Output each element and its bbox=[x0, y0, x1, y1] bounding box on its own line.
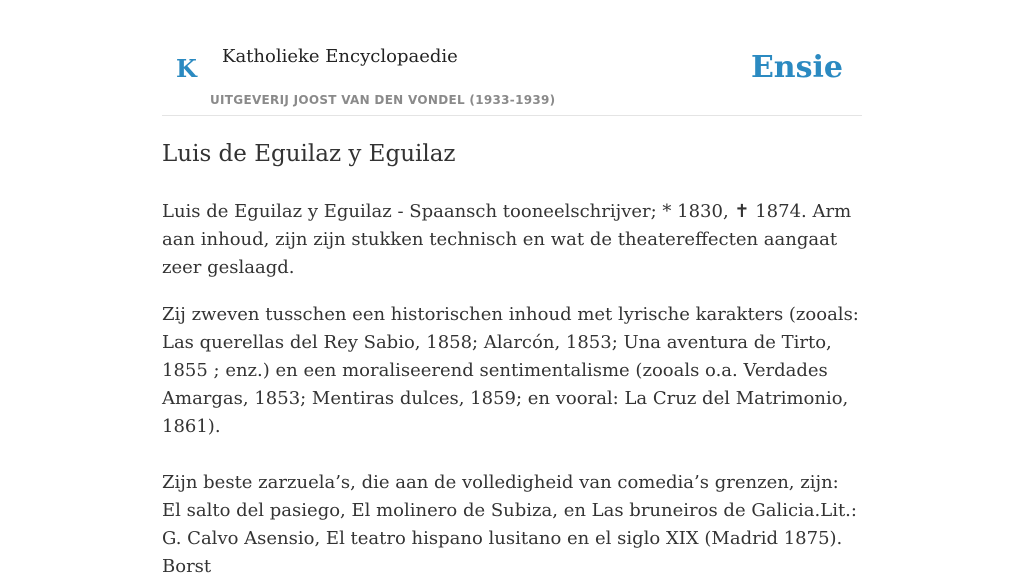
article-paragraph-2: Zij zweven tusschen een historischen inhoud met lyrische karakters (zooals: Las querellas del Rey Sabio, 1858; Alarcón, 1853; Una aventura de Tirto, 1855 ; enz.) en een moraliseerend sentimentalisme (zooals o.a. Verdades Amargas, 1853; Mentiras dulces, 1859; en vooral: La Cruz del Matrimonio, 1861). bbox=[162, 304, 859, 437]
encyclopedia-logo[interactable]: K bbox=[176, 54, 197, 83]
ensie-logo-link[interactable]: Ensie bbox=[750, 50, 843, 85]
publisher-label: UITGEVERIJ JOOST VAN DEN VONDEL (1933-1939) bbox=[210, 93, 556, 107]
site-header bbox=[162, 0, 862, 116]
article-paragraph-1: Luis de Eguilaz y Eguilaz - Spaansch tooneelschrijver; * 1830, ✝ 1874. Arm aan inhoud, zijn zijn stukken technisch en wat de theatereffecten aangaat zeer geslaagd. bbox=[162, 201, 852, 278]
encyclopedia-title-link[interactable]: Katholieke Encyclopaedie bbox=[222, 46, 458, 67]
article bbox=[162, 138, 862, 581]
article-paragraph-3: Zijn beste zarzuela’s, die aan de volledigheid van comedia’s grenzen, zijn: El salto del pasiego, El molinero de Subiza, en Las bruneiros de Galicia.Lit.: G. Calvo Asensio, El teatro hispano lusitano en el siglo XIX (Madrid 1875). Borst bbox=[162, 472, 857, 577]
article-title: Luis de Eguilaz y Eguilaz bbox=[162, 141, 456, 167]
